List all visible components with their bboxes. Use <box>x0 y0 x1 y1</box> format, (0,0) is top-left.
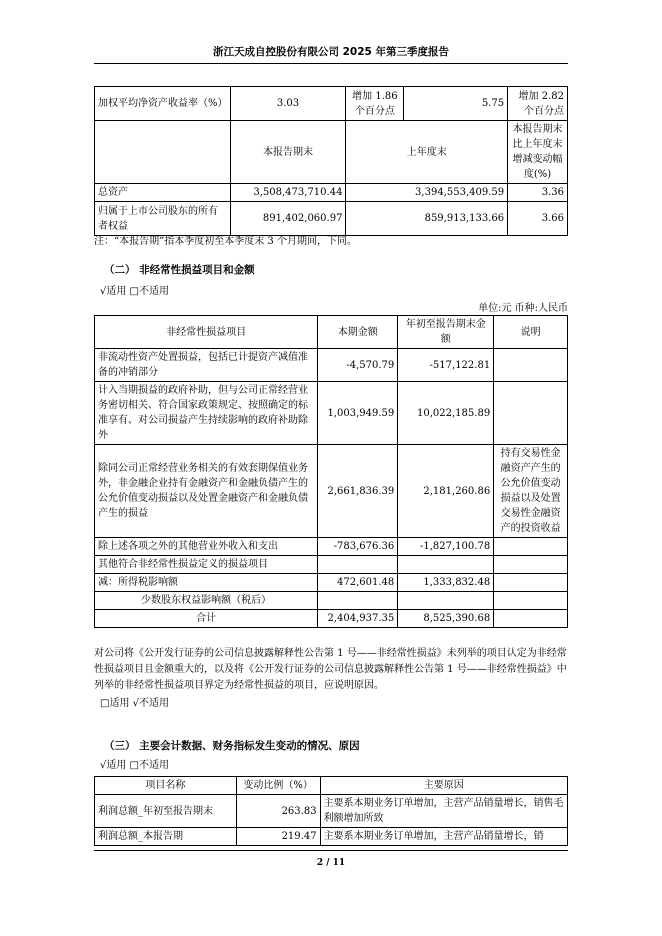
table-row: 非流动性资产处置损益，包括已计提资产减值准备的冲销部分 -4,570.79 -517,122.81 <box>95 349 568 382</box>
header-change-ratio: 本报告期末比上年度末增减变动幅度(%) <box>508 121 568 184</box>
table-row: 利润总额_年初至报告期末 263.83 主要系本期业务订单增加，主营产品销量增长，销售毛利额增加所致 <box>95 795 568 828</box>
table-row: 除上述各项之外的其他营业外收入和支出 -783,676.36 -1,827,100.78 <box>95 538 568 556</box>
header-item: 非经常性损益项目 <box>95 316 318 349</box>
footer-divider <box>94 850 568 851</box>
equity-current: 891,402,060.97 <box>230 202 346 236</box>
header-reason: 主要原因 <box>320 777 567 795</box>
header-ratio: 变动比例（%） <box>236 777 320 795</box>
table-row: 利润总额_本报告期 219.47 主要系本期业务订单增加，主营产品销量增长，销 <box>95 828 568 846</box>
explain-applicable: □适用 √不适用 <box>100 698 169 709</box>
total-assets-current: 3,508,473,710.44 <box>230 184 346 202</box>
equity-last: 859,913,133.66 <box>346 202 508 236</box>
unit-currency: 单位:元 币种:人民币 <box>478 303 568 314</box>
roe-label: 加权平均净资产收益率（%） <box>95 87 231 121</box>
non-recurring-table <box>94 315 568 628</box>
table-row-total: 合计 2,404,937.35 8,525,390.68 <box>95 610 568 628</box>
roe-change-ytd: 增加 2.82 个百分点 <box>508 87 568 121</box>
page-header: 浙江天成自控股份有限公司 2025 年第三季度报告 <box>94 44 568 64</box>
roe-value-current: 3.03 <box>230 87 346 121</box>
explain-paragraph: 对公司将《公开发行证券的公司信息披露解释性公告第 1 号——非经常性损益》未列举的项目认定为非经常性损益项目且金额重大的，以及将《公开发行证券的公司信息披露解释性公告第 1 号——非经常性损益》中列举的非经常性损益项目界定为经常性损益的项目，应说明原因。 <box>94 648 567 691</box>
header-name: 项目名称 <box>95 777 237 795</box>
section-3-title: （三） 主要会计数据、财务指标发生变动的情况、原因 <box>104 740 360 752</box>
header-desc: 说明 <box>494 316 568 349</box>
note-period: 注：“本报告期”指本季度初至本季度末 3 个月期间，下同。 <box>94 236 357 247</box>
equity-change: 3.66 <box>508 202 568 236</box>
section-2-applicable: √适用 □不适用 <box>100 286 169 297</box>
table-row: 其他符合非经常性损益定义的损益项目 <box>95 556 568 574</box>
section-2-title: （二） 非经常性损益项目和金额 <box>104 264 255 276</box>
header-current: 本期金额 <box>318 316 398 349</box>
change-reason-table <box>94 776 568 846</box>
table-row: 减：所得税影响额 472,601.48 1,333,832.48 <box>95 574 568 592</box>
key-indicators-table <box>94 86 568 236</box>
total-assets-last: 3,394,553,409.59 <box>346 184 508 202</box>
section-3-applicable: √适用 □不适用 <box>100 760 169 771</box>
header-ytd: 年初至报告期末金额 <box>398 316 494 349</box>
total-assets-label: 总资产 <box>95 184 231 202</box>
table-row: 少数股东权益影响额（税后） <box>95 592 568 610</box>
equity-label: 归属于上市公司股东的所有者权益 <box>95 202 231 236</box>
roe-value-ytd: 5.75 <box>404 87 508 121</box>
table-row: 除同公司正常经营业务相关的有效套期保值业务外，非金融企业持有金融资产和金融负债产生的公允价值变动损益以及处置金融资产和金融负债产生的损益 2,661,836.39 2,181,260.86 持有交易性金融资产产生的公允价值变动损益以及处置交易性金融资产的投资收益 <box>95 445 568 538</box>
roe-change-current: 增加 1.86 个百分点 <box>346 87 404 121</box>
total-assets-change: 3.36 <box>508 184 568 202</box>
table-row: 计入当期损益的政府补助，但与公司正常经营业务密切相关、符合国家政策规定、按照确定的标准享有、对公司损益产生持续影响的政府补助除外 1,003,949.59 10,022,185.89 <box>95 382 568 445</box>
header-last-year-end: 上年度末 <box>346 121 508 184</box>
header-period-end: 本报告期末 <box>230 121 346 184</box>
page-number: 2 / 11 <box>316 858 346 868</box>
